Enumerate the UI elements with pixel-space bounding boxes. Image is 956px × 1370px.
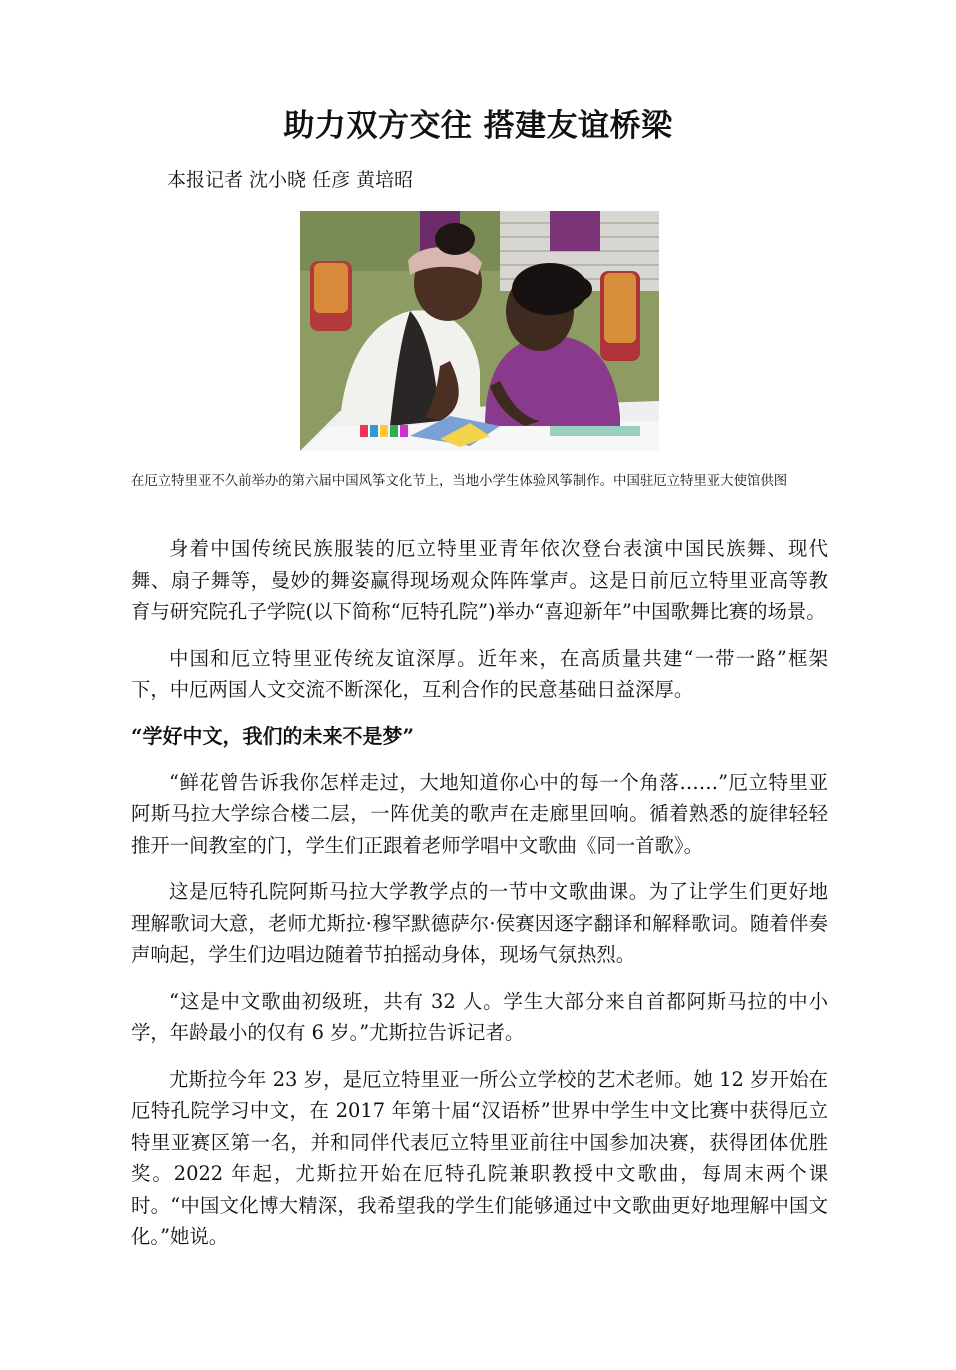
photo-caption: 在厄立特里亚不久前举办的第六届中国风筝文化节上，当地小学生体验风筝制作。中国驻厄立特里亚大使馆供图 bbox=[131, 474, 788, 489]
article-body bbox=[131, 533, 828, 1268]
paragraph: 尤斯拉今年 23 岁，是厄立特里亚一所公立学校的艺术老师。她 12 岁开始在厄特孔院学习中文，在 2017 年第十届“汉语桥”世界中学生中文比赛中获得厄立特里亚赛区第一名，并和同伴代表厄立特里亚前往中国参加决赛，获得团体优胜奖。2022 年起，尤斯拉开始在厄特孔院兼职教授中文歌曲，每周末两个课时。“中国文化博大精深，我希望我的学生们能够通过中文歌曲更好地理解中国文化。”她说。 bbox=[131, 1067, 828, 1248]
paragraph: “这是中文歌曲初级班，共有 32 人。学生大部分来自首都阿斯马拉的中小学，年龄最小的仅有 6 岁。”尤斯拉告诉记者。 bbox=[131, 989, 828, 1044]
article-photo bbox=[300, 211, 659, 451]
article-title: 助力双方交往 搭建友谊桥梁 bbox=[283, 108, 673, 144]
paragraph: 中国和厄立特里亚传统友谊深厚。近年来，在高质量共建“一带一路”框架下，中厄两国人文交流不断深化，互利合作的民意基础日益深厚。 bbox=[131, 646, 828, 701]
article-byline: 本报记者 沈小晓 任彦 黄培昭 bbox=[167, 169, 414, 191]
photo-illustration bbox=[300, 211, 659, 451]
paragraph: 这是厄特孔院阿斯马拉大学教学点的一节中文歌曲课。为了让学生们更好地理解歌词大意，老师尤斯拉·穆罕默德萨尔·侯赛因逐字翻译和解释歌词。随着伴奏声响起，学生们边唱边随着节拍摇动身体，现场气氛热烈。 bbox=[131, 880, 828, 966]
paragraph: “鲜花曾告诉我你怎样走过，大地知道你心中的每一个角落……”厄立特里亚阿斯马拉大学综合楼二层，一阵优美的歌声在走廊里回响。循着熟悉的旋律轻轻推开一间教室的门，学生们正跟着老师学唱中文歌曲《同一首歌》。 bbox=[131, 770, 828, 857]
paragraph: 身着中国传统民族服装的厄立特里亚青年依次登台表演中国民族舞、现代舞、扇子舞等，曼妙的舞姿赢得现场观众阵阵掌声。这是日前厄立特里亚高等教育与研究院孔子学院(以下简称“厄特孔院”)举办“喜迎新年”中国歌舞比赛的场景。 bbox=[131, 537, 828, 623]
section-heading: “学好中文，我们的未来不是梦” bbox=[131, 723, 415, 748]
